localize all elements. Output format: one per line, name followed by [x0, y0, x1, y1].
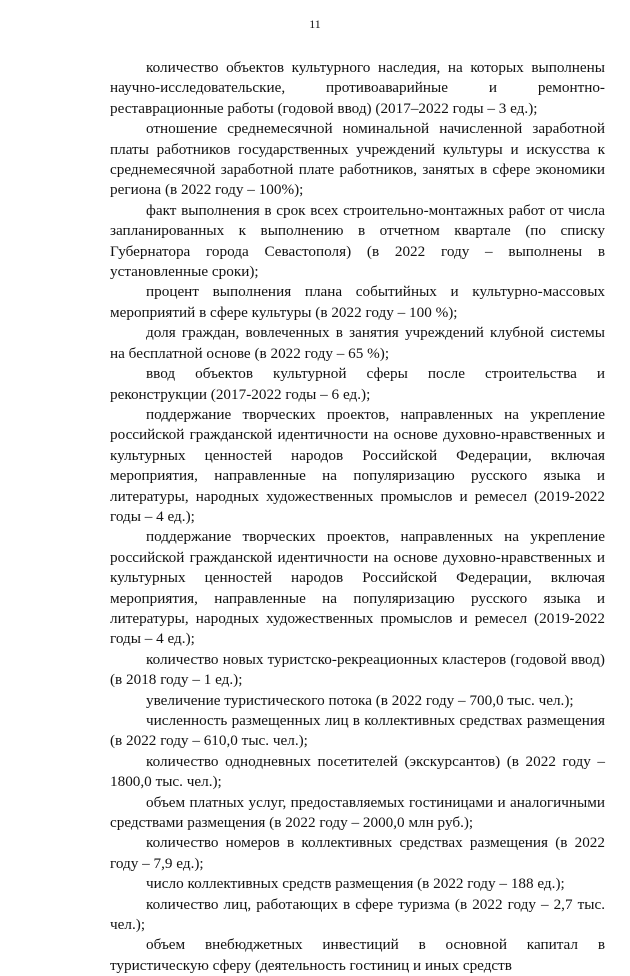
paragraph: количество номеров в коллективных средствах размещения (в 2022 году – 7,9 ед.); — [110, 834, 605, 872]
paragraph: поддержание творческих проектов, направленных на укрепление российской гражданской идентичности на основе духовно-нравственных и культурных ценностей народов Российской Федерации, включая мероприятия, направленные на популяризацию русского языка и литературы, народных художественных промыслов и ремесел (2019-2022 годы – 4 ед.); — [110, 528, 605, 648]
document-body — [110, 58, 605, 976]
paragraph: доля граждан, вовлеченных в занятия учреждений клубной системы на бесплатной основе (в 2022 году – 65 %); — [110, 324, 605, 362]
paragraph: ввод объектов культурной сферы после строительства и реконструкции (2017-2022 годы – 6 ед.); — [110, 365, 605, 403]
paragraph: количество объектов культурного наследия, на которых выполнены научно-исследовательские, противоаварийные и ремонтно-реставрационные работы (годовой ввод) (2017–2022 годы – 3 ед.); — [110, 59, 605, 117]
paragraph: объем платных услуг, предоставляемых гостиницами и аналогичными средствами размещения (в 2022 году – 2000,0 млн руб.); — [110, 793, 605, 832]
paragraph: отношение среднемесячной номинальной начисленной заработной платы работников государственных учреждений культуры и искусства к среднемесячной заработной плате работников, занятых в сфере экономики региона (в 2022 году – 100%); — [110, 120, 605, 199]
paragraph: процент выполнения плана событийных и культурно-массовых мероприятий в сфере культуры (в 2022 году – 100 %); — [110, 283, 605, 321]
paragraph: число коллективных средств размещения (в 2022 году – 188 ед.); — [146, 875, 565, 893]
paragraph: увеличение туристического потока (в 2022 году – 700,0 тыс. чел.); — [146, 691, 574, 709]
paragraph: количество однодневных посетителей (экскурсантов) (в 2022 году – 1800,0 тыс. чел.); — [110, 752, 605, 791]
paragraph: поддержание творческих проектов, направленных на укрепление российской гражданской идентичности на основе духовно-нравственных и культурных ценностей народов Российской Федерации, включая мероприятия, направленные на популяризацию русского языка и литературы, народных художественных промыслов и ремесел (2019-2022 годы – 4 ед.); — [110, 405, 605, 525]
page-number: 11 — [309, 17, 321, 31]
paragraph: количество лиц, работающих в сфере туризма (в 2022 году – 2,7 тыс. чел.); — [110, 895, 605, 934]
paragraph: численность размещенных лиц в коллективных средствах размещения (в 2022 году – 610,0 тыс. чел.); — [110, 712, 605, 750]
paragraph: объем внебюджетных инвестиций в основной капитал в туристическую сферу (деятельность гостиниц и иных средств — [110, 936, 605, 974]
paragraph: факт выполнения в срок всех строительно-монтажных работ от числа запланированных к выполнению в отчетном квартале (по списку Губернатора города Севастополя) (в 2022 году – выполнены в установленные сроки); — [110, 201, 605, 281]
paragraph: количество новых туристско-рекреационных кластеров (годовой ввод) (в 2018 году – 1 ед.); — [110, 650, 605, 689]
